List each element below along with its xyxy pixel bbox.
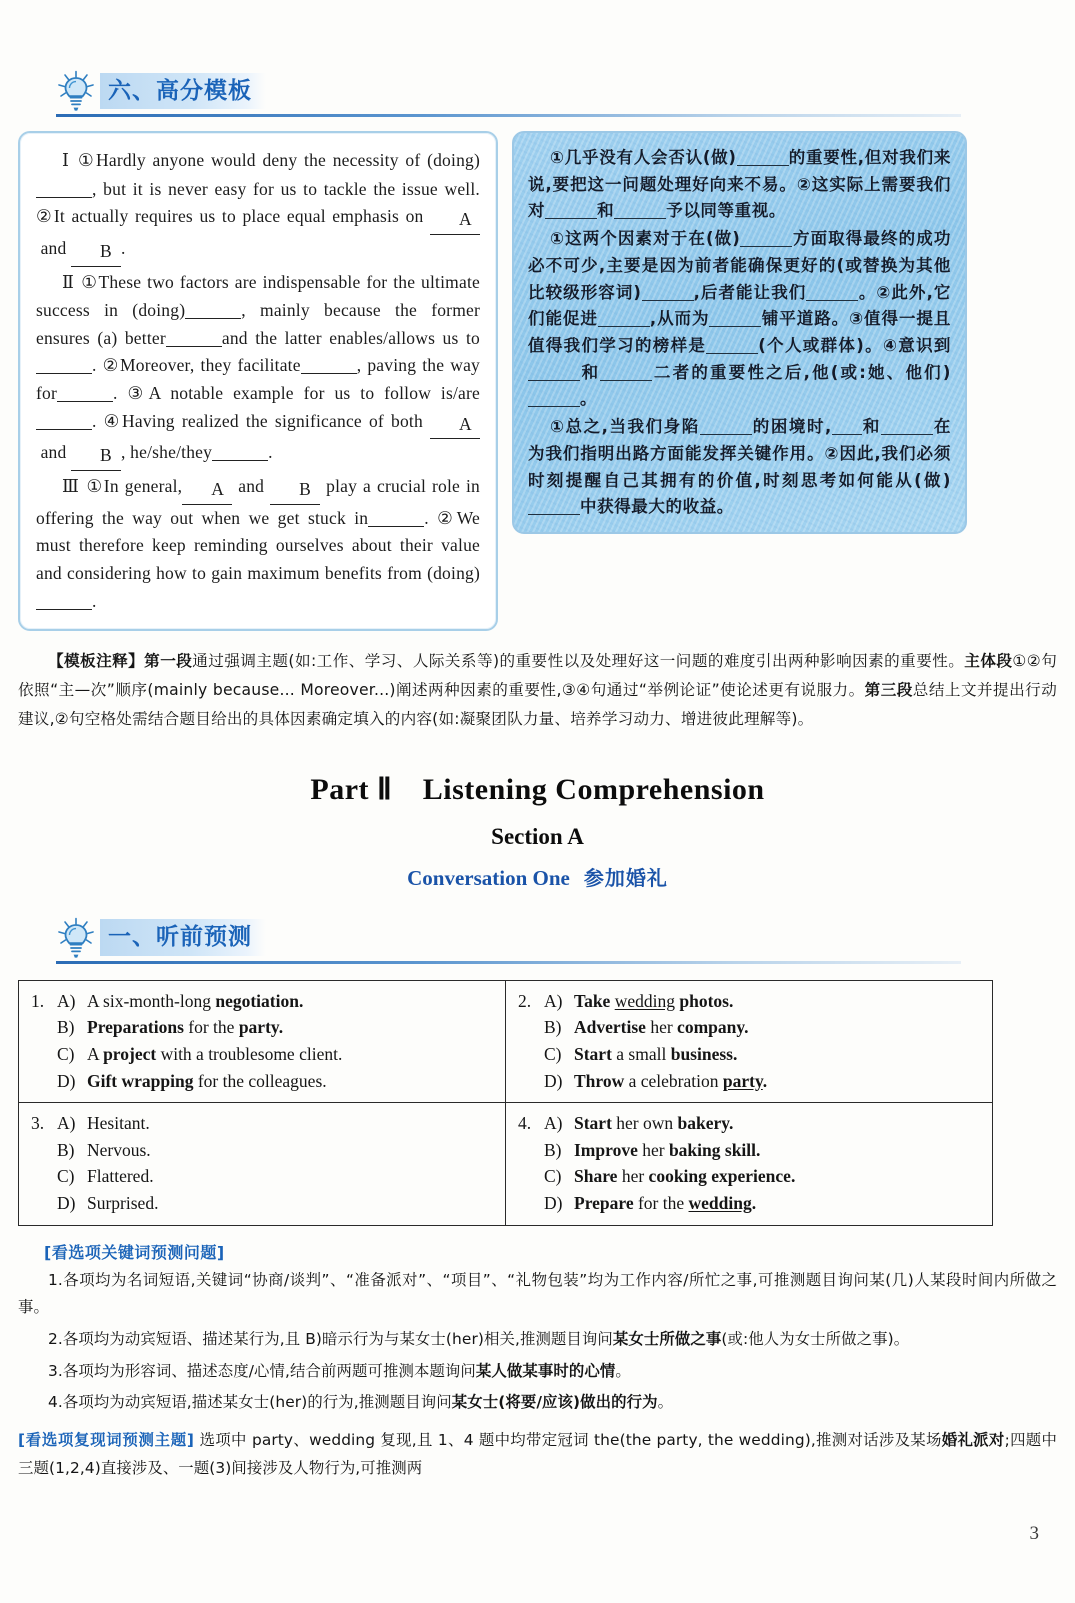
fill-blank[interactable] <box>212 460 268 461</box>
question-number <box>518 1068 544 1095</box>
option-letter: C) <box>57 1043 75 1064</box>
en-p2-t5: . ③A notable example for us to follow is/are <box>113 383 480 404</box>
section-title: Section A <box>491 823 584 849</box>
option-row[interactable] <box>31 1190 495 1217</box>
en-p2-t2: and the latter enables/allows us to <box>221 327 480 348</box>
question-number <box>31 1137 57 1164</box>
fill-blank[interactable] <box>166 346 222 347</box>
option-letter: D) <box>544 1192 563 1213</box>
table-row <box>19 980 993 1102</box>
prediction-theme: [看选项复现词预测主题] 选项中 party、wedding 复现,且 1、4 题中均带定冠词 the(the party, the wedding),推测对话涉及某场婚礼派对;四题中三题(1,2,4)直接涉及、一题(3)间接涉及人物行为,可推测两 <box>18 1431 1057 1477</box>
fill-blank[interactable] <box>881 434 933 435</box>
question-number <box>518 1041 544 1068</box>
question-cell-3 <box>19 1103 506 1225</box>
fill-blank[interactable] <box>57 401 113 402</box>
slot-a[interactable]: A <box>430 411 480 440</box>
cn-paragraph-2: ①这两个因素对于在(做) 方面取得最终的成功必不可少,主要是因为前者能确保更好的(或替换为其他比较级形容词) ,后者能让我们 。②此外,它们能促进 ,从而为 铺平道路。③值得一提且值得我们学习的榜样是 (个人或群体)。④意识到和 二者的重要性之后,他(或:她、他们)。 <box>528 229 952 409</box>
fill-blank[interactable] <box>614 218 666 219</box>
roman-numeral-2: Ⅱ <box>62 272 76 293</box>
question-number: 4. <box>518 1113 532 1134</box>
question-cell-2 <box>506 980 993 1102</box>
option-letter: C) <box>544 1166 562 1187</box>
question-number <box>518 1163 544 1190</box>
option-letter: A) <box>544 990 563 1011</box>
option-letter: B) <box>57 1139 75 1160</box>
question-number <box>31 1014 57 1041</box>
option-text: A six-month-long negotiation. <box>87 990 304 1011</box>
option-letter: A) <box>57 990 76 1011</box>
question-number <box>31 1041 57 1068</box>
banner-two-label: 一、听前预测 <box>100 919 266 956</box>
en-paragraph-3 <box>36 473 480 615</box>
en-p3-t2: play a crucial role in offering the way out when we get stuck in <box>36 476 481 528</box>
question-cell-4 <box>506 1103 993 1225</box>
prediction-keyword-heading: [看选项关键词预测问题] <box>44 1242 225 1262</box>
question-number <box>31 1068 57 1095</box>
option-text: Throw a celebration party. <box>574 1070 768 1091</box>
conversation-title-cn: 参加婚礼 <box>583 865 668 890</box>
page-title: Part Ⅱ Listening Comprehension <box>310 772 765 806</box>
banner-divider <box>56 114 961 117</box>
en-p2-t7: and <box>40 442 67 463</box>
roman-numeral-1: Ⅰ <box>62 151 72 171</box>
option-letter: D) <box>544 1070 563 1091</box>
slot-a[interactable]: A <box>430 206 480 235</box>
en-p2-t6: . ④Having realized the significance of both <box>92 410 423 431</box>
fill-blank[interactable] <box>706 353 758 354</box>
banner-divider <box>56 961 961 964</box>
en-p1-t0: ①Hardly anyone would deny the necessity of (doing) <box>78 150 480 170</box>
option-row[interactable] <box>518 988 982 1015</box>
option-row[interactable] <box>518 1163 982 1190</box>
option-letter: B) <box>544 1017 562 1038</box>
template-annotation: 【模板注释】第一段通过强调主题(如:工作、学习、人际关系等)的重要性以及处理好这一问题的难度引出两种影响因素的重要性。主体段①②句依照“主—次”顺序(mainly because... Moreover...)阐述两种因素的重要性,③④句通过“举例论证”使论述更有说服力。第三段总结上文并提出行动建议,②句空格处需结合题目给出的具体因素确定填入的内容(如:凝聚团队力量、培养学习动力、增进彼此理解等)。 <box>18 652 1058 728</box>
fill-blank[interactable] <box>36 609 92 610</box>
option-text: Take wedding photos. <box>574 990 734 1011</box>
prediction-item-3: 3.各项均为形容词、描述态度/心情,结合前两题可推测本题询问某人做某事时的心情。 <box>48 1361 631 1380</box>
option-text: Start her own bakery. <box>574 1113 734 1134</box>
en-paragraph-1 <box>36 147 480 267</box>
question-number <box>31 1163 57 1190</box>
fill-blank[interactable] <box>301 373 357 374</box>
option-text: Surprised. <box>87 1192 159 1213</box>
option-letter: B) <box>544 1139 562 1160</box>
fill-blank[interactable] <box>36 373 92 374</box>
option-row[interactable] <box>518 1110 982 1137</box>
option-row[interactable] <box>518 1014 982 1041</box>
option-text: Preparations for the party. <box>87 1017 284 1038</box>
en-p2-t0: ①These two factors are indispensable for the ultimate success in (doing) <box>36 271 480 321</box>
option-row[interactable] <box>518 1068 982 1095</box>
en-p2-t1: , mainly because the former ensures (a) better <box>36 300 481 348</box>
option-row[interactable] <box>31 988 495 1015</box>
english-template-box <box>18 131 498 631</box>
question-number <box>31 1190 57 1217</box>
option-text: Gift wrapping for the colleagues. <box>87 1070 327 1091</box>
option-row[interactable] <box>31 1041 495 1068</box>
textbook-page <box>0 70 1075 1603</box>
option-text: Flattered. <box>87 1166 154 1187</box>
option-letter: A) <box>544 1113 563 1134</box>
question-number <box>518 1137 544 1164</box>
question-cell-1 <box>19 980 506 1102</box>
en-p1-t2: and <box>40 237 67 258</box>
fill-blank[interactable] <box>368 526 424 527</box>
fill-blank[interactable] <box>832 434 862 435</box>
slot-b[interactable]: B <box>71 442 121 471</box>
option-text: Advertise her company. <box>574 1017 749 1038</box>
slot-b[interactable]: B <box>71 238 121 267</box>
question-number: 2. <box>518 990 532 1011</box>
fill-blank[interactable] <box>642 300 694 301</box>
fill-blank[interactable] <box>700 434 752 435</box>
prediction-theme-heading: [看选项复现词预测主题] <box>18 1431 195 1450</box>
lightbulb-icon <box>56 70 96 112</box>
en-p2-t9: . <box>268 442 273 463</box>
fill-blank[interactable] <box>737 165 789 166</box>
prediction-item-1: 1.各项均为名词短语,关键词“协商/谈判”、“准备派对”、“项目”、“礼物包装”均为工作内容/所忙之事,可推测题目询问某(几)人某段时间内所做之事。 <box>18 1270 1057 1317</box>
conversation-title-en: Conversation One <box>407 865 570 890</box>
slot-a[interactable]: A <box>182 476 232 505</box>
fill-blank[interactable] <box>545 218 597 219</box>
page-number: 3 <box>1029 1523 1039 1544</box>
option-row[interactable] <box>31 1137 495 1164</box>
option-row[interactable] <box>31 1014 495 1041</box>
prediction-item-2: 2.各项均为动宾短语、描述某行为,且 B)暗示行为与某女士(her)相关,推测题目询问某女士所做之事(或:他人为女士所做之事)。 <box>48 1329 910 1348</box>
question-number: 1. <box>31 990 45 1011</box>
question-number: 3. <box>31 1113 45 1134</box>
cn-paragraph-3: ①总之,当我们身陷 的困境时, 和 在为我们指明出路方面能发挥关键作用。②因此,我们必须时刻提醒自己其拥有的价值,时刻思考如何能从(做)中获得最大的收益。 <box>528 417 951 517</box>
en-p2-t4: , paving the way for <box>36 355 480 404</box>
fill-blank[interactable] <box>709 326 761 327</box>
cn-paragraph-1: ①几乎没有人会否认(做) 的重要性,但对我们来说,要把这一问题处理好向来不易。②这实际上需要我们对 和 予以同等重视。 <box>528 148 951 221</box>
fill-blank[interactable] <box>185 318 241 319</box>
fill-blank[interactable] <box>600 380 652 381</box>
roman-numeral-3: Ⅲ <box>62 477 81 498</box>
en-p1-t3: . <box>121 237 126 258</box>
en-p1-t1: , but it is never easy for us to tackle the issue well. ②It actually requires us to place equal emphasis on <box>36 178 480 227</box>
prediction-item-4: 4.各项均为动宾短语,描述某女士(her)的行为,推测题目询问某女士(将要/应该)做出的行为。 <box>48 1393 674 1412</box>
option-letter: A) <box>57 1113 76 1134</box>
option-text: Nervous. <box>87 1139 151 1160</box>
option-text: Start a small business. <box>574 1043 738 1064</box>
option-row[interactable] <box>31 1163 495 1190</box>
en-p2-t3: . ②Moreover, they facilitate <box>92 355 301 376</box>
option-letter: C) <box>57 1166 75 1187</box>
banner-one-label: 六、高分模板 <box>100 73 266 110</box>
option-text: Share her cooking experience. <box>574 1166 796 1187</box>
option-text: Improve her baking skill. <box>574 1139 761 1160</box>
template-row <box>18 131 993 631</box>
slot-b[interactable]: B <box>270 476 320 505</box>
fill-blank[interactable] <box>36 197 92 198</box>
table-row <box>19 1103 993 1225</box>
option-text: Prepare for the wedding. <box>574 1192 757 1213</box>
fill-blank[interactable] <box>598 326 650 327</box>
fill-blank[interactable] <box>528 514 580 515</box>
option-text: A project with a troublesome client. <box>87 1043 343 1064</box>
fill-blank[interactable] <box>740 246 792 247</box>
en-p3-t4: . <box>92 590 97 611</box>
option-row[interactable] <box>518 1041 982 1068</box>
fill-blank[interactable] <box>528 380 580 381</box>
option-letter: B) <box>57 1017 75 1038</box>
option-letter: D) <box>57 1192 76 1213</box>
option-text: Hesitant. <box>87 1113 150 1134</box>
annotation-head: 【模板注释】 <box>48 652 145 671</box>
en-p3-t1: and <box>238 476 265 497</box>
question-number <box>518 1014 544 1041</box>
option-row[interactable] <box>31 1110 495 1137</box>
lightbulb-icon <box>56 917 96 959</box>
options-table <box>18 980 993 1226</box>
en-p2-t8: , he/she/they <box>121 442 213 463</box>
option-row[interactable] <box>518 1137 982 1164</box>
en-p3-t3: . ②We must therefore keep reminding ourselves about their value and considering how to gain maximum benefits from (doing) <box>36 507 480 583</box>
en-p3-t0: ①In general, <box>86 476 183 497</box>
fill-blank[interactable] <box>36 429 92 430</box>
option-letter: C) <box>544 1043 562 1064</box>
fill-blank[interactable] <box>528 406 580 407</box>
section-banner-tingqian-yuce <box>56 917 1075 964</box>
section-banner-gaofen-moban <box>56 70 1075 117</box>
fill-blank[interactable] <box>806 300 858 301</box>
option-row[interactable] <box>31 1068 495 1095</box>
conversation-title <box>0 862 1075 891</box>
option-letter: D) <box>57 1070 76 1091</box>
en-paragraph-2 <box>36 269 480 471</box>
option-row[interactable] <box>518 1190 982 1217</box>
chinese-translation-box <box>512 131 967 534</box>
question-number <box>518 1190 544 1217</box>
